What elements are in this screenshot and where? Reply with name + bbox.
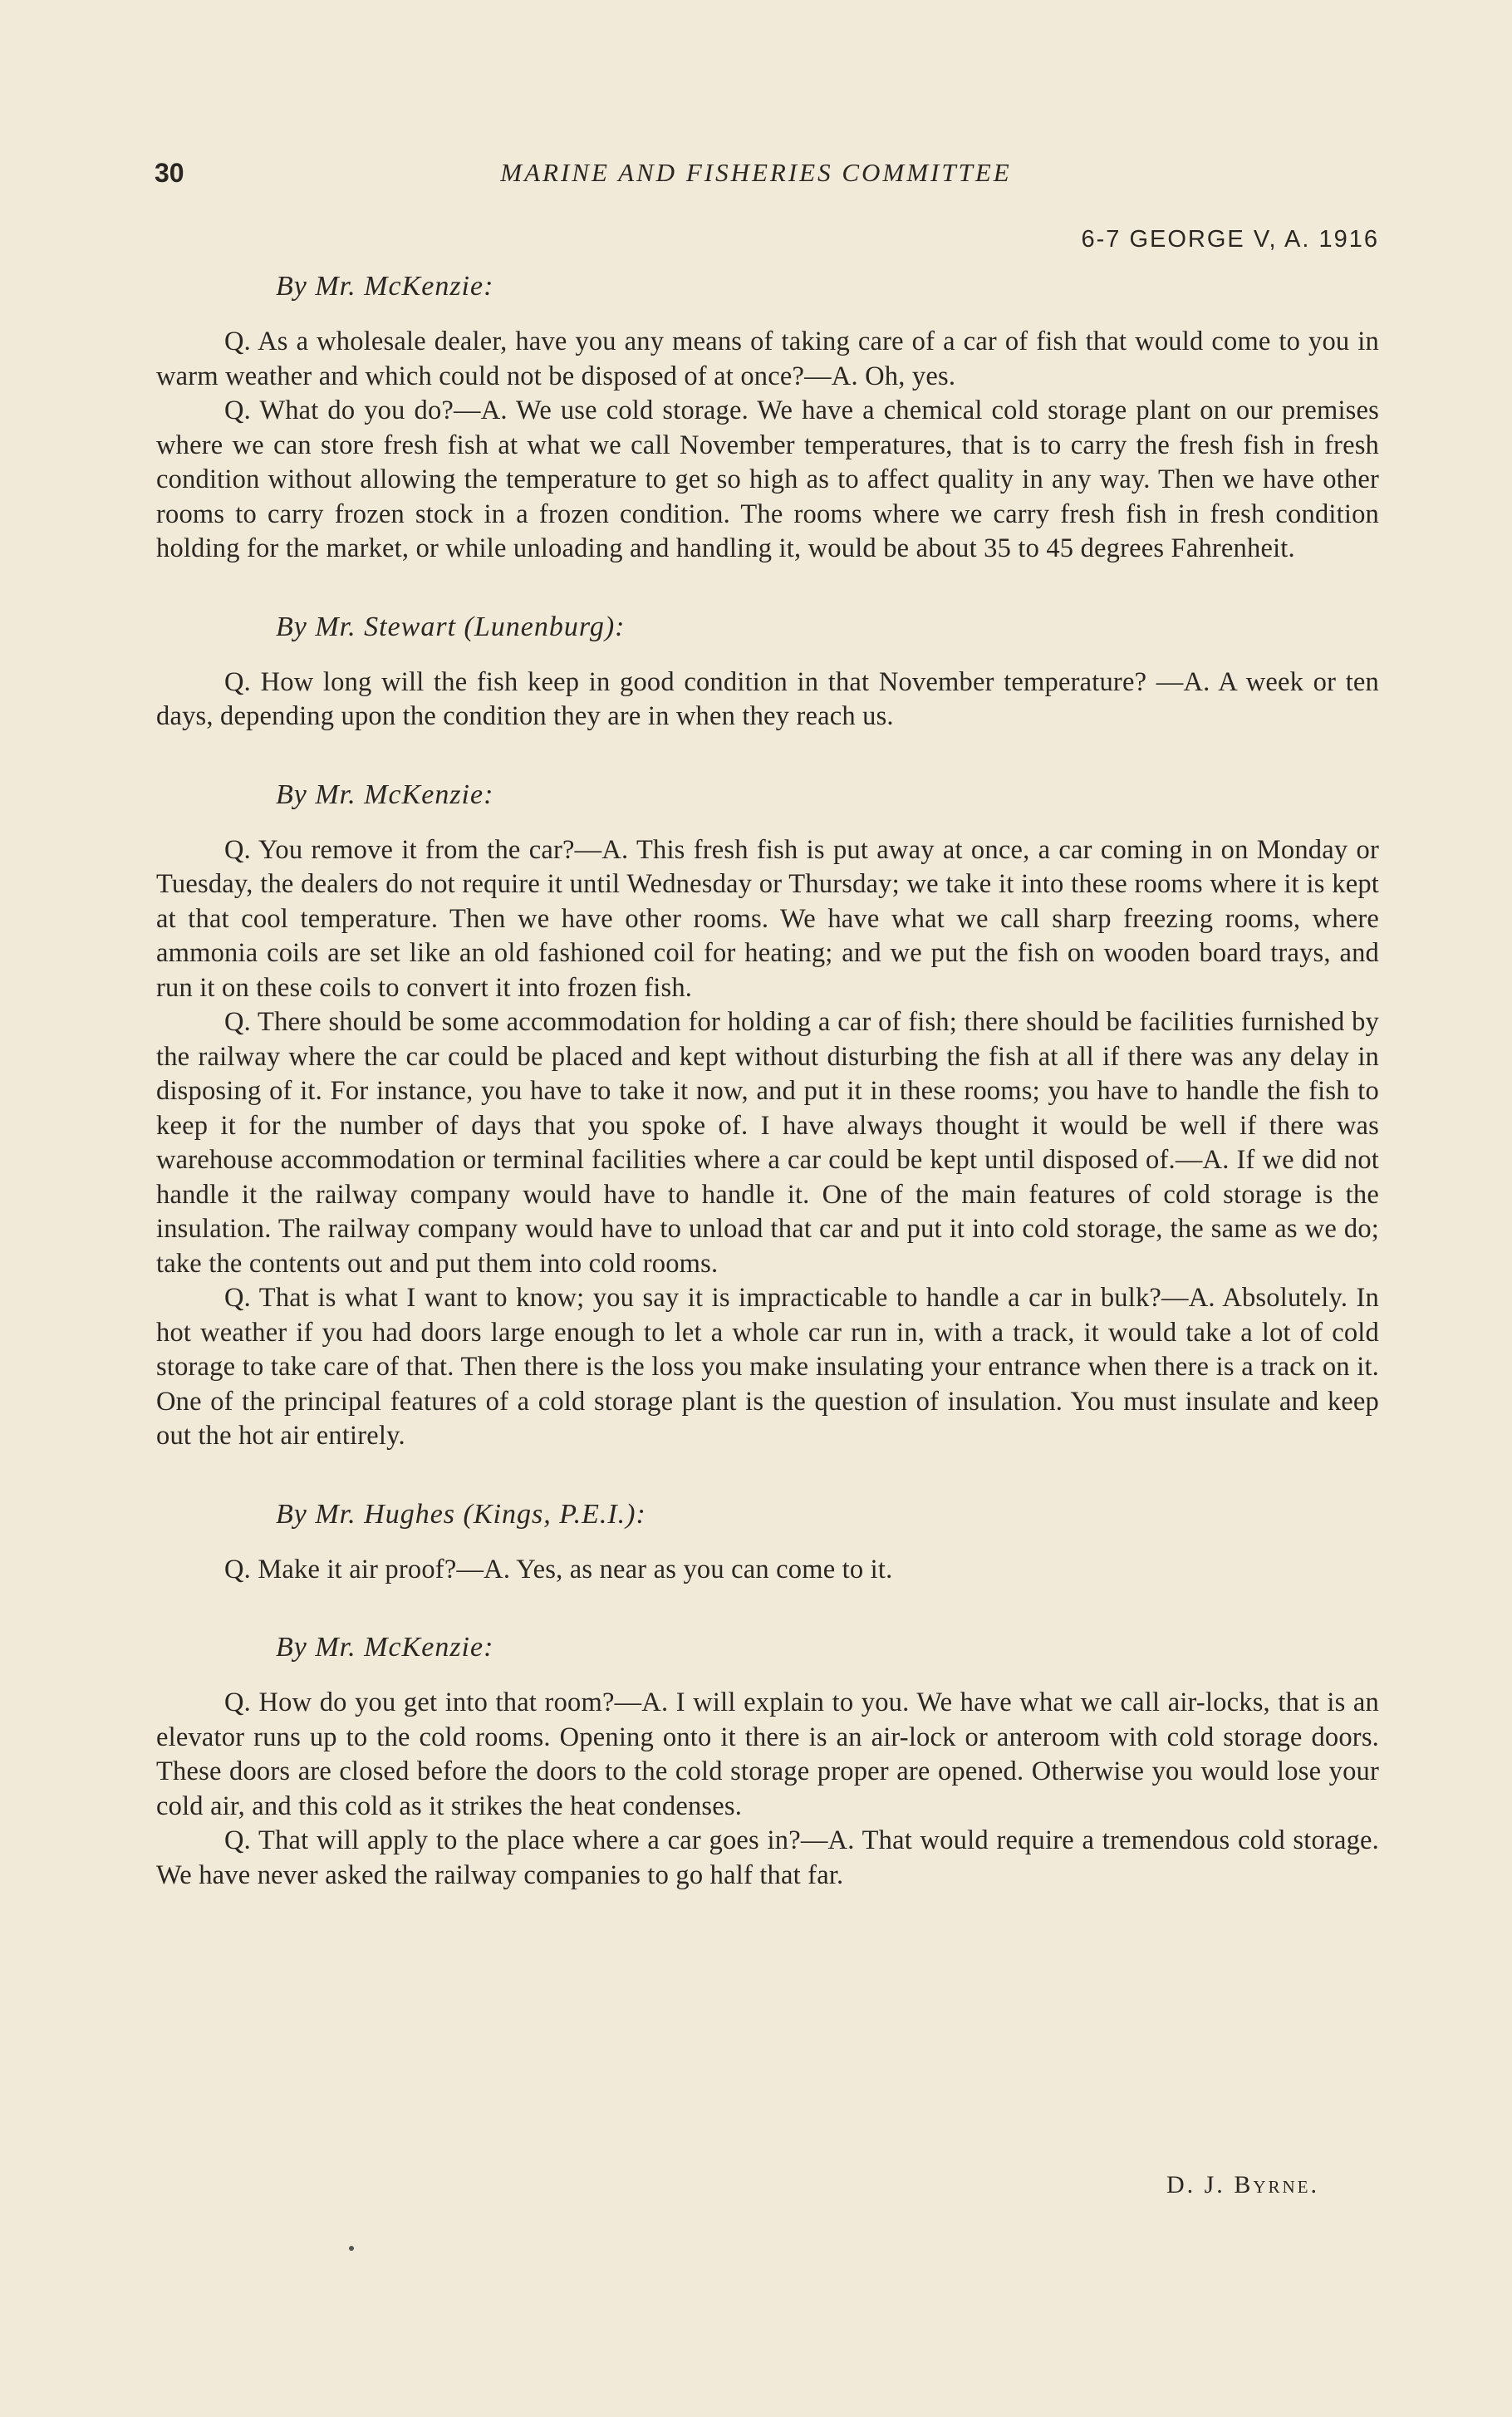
signature-initials: D. J. xyxy=(1166,2171,1225,2198)
paragraph: Q. How long will the fish keep in good condition in that November temperature? —A. A week or ten days, depending upon the condition they are in when they reach us. xyxy=(156,666,1379,731)
paragraph: Q. As a wholesale dealer, have you any means of taking care of a car of fish that would come to you in warm weather and which could not be disposed of at once?—A. Oh, yes. xyxy=(156,327,1379,391)
paragraph: Q. How do you get into that room?—A. I will explain to you. We have what we call air-locks, that is an elevator runs up to the cold rooms. Opening onto it there is an air-lock or anteroom with cold storage doors. These doors are closed before the doors to the cold storage proper are opened. Otherwise you would lose your cold air, and this cold as it strikes the heat condenses. xyxy=(156,1687,1379,1821)
paragraph: Q. That is what I want to know; you say it is impracticable to handle a car in bulk?—A. Absolutely. In hot weather if you had doors large enough to let a whole car run in, with a track, it would take a lot of cold storage to take care of that. Then there is the loss you make insulating your entrance when there is a track on it. One of the principal features of a cold storage plant is the question of insulation. You must insulate and keep out the hot air entirely. xyxy=(156,1283,1379,1451)
speaker-heading: By Mr. McKenzie: xyxy=(276,271,494,302)
paragraph: Q. You remove it from the car?—A. This fresh fish is put away at once, a car coming in on Monday or Tuesday, the dealers do not require it until Wednesday or Thursday; we take it into these rooms where it is kept at that cool temperature. Then we have other rooms. We have what we call sharp freezing rooms, where ammonia coils are set like an old fashioned coil for heating; and we put the fish on wooden board trays, and run it on these coils to convert it into frozen fish. xyxy=(156,834,1379,1003)
paragraph: Q. Make it air proof?—A. Yes, as near as you can come to it. xyxy=(224,1554,893,1584)
paragraph: Q. What do you do?—A. We use cold storage. We have a chemical cold storage plant on our premises where we can store fresh fish at what we call November temperatures, that is to carry the fresh fish in fresh condition without allowing the temperature to get so high as to affect quality in any way. Then we have other rooms to carry frozen stock in a frozen condition. The rooms where we carry fresh fish in fresh condition holding for the market, or while unloading and handling it, would be about 35 to 45 degrees Fahrenheit. xyxy=(156,395,1379,563)
page-number: 30 xyxy=(155,158,184,188)
speaker-heading: By Mr. McKenzie: xyxy=(276,779,494,810)
paragraph: Q. There should be some accommodation for holding a car of fish; there should be facilities furnished by the railway where the car could be placed and kept without disturbing the fish at all if there was any delay in disposing of it. For instance, you have to take it now, and put it in these rooms; you have to handle the fish to keep it for the number of days that you spoke of. I have always thought it would be well if there was warehouse accommodation or terminal facilities where a car could be kept until disposed of.—A. If we did not handle it the railway company would have to handle it. One of the main features of cold storage is the insulation. The railway company would have to unload that car and put it into cold storage, the same as we do; take the contents out and put them into cold rooms. xyxy=(156,1007,1379,1279)
session-label: 6-7 GEORGE V, A. 1916 xyxy=(1081,226,1379,253)
signature-surname: Byrne. xyxy=(1234,2171,1319,2198)
page-title: MARINE AND FISHERIES COMMITTEE xyxy=(500,158,1012,187)
speaker-heading: By Mr. Hughes (Kings, P.E.I.): xyxy=(276,1498,646,1530)
speaker-heading: By Mr. McKenzie: xyxy=(276,1632,494,1663)
signature xyxy=(1166,2171,1319,2199)
ink-speck xyxy=(349,2246,354,2251)
document-body xyxy=(156,271,1379,1893)
speaker-heading: By Mr. Stewart (Lunenburg): xyxy=(276,611,626,642)
paragraph: Q. That will apply to the place where a car goes in?—A. That would require a tremendous cold storage. We have never asked the railway companies to go half that far. xyxy=(156,1825,1379,1890)
